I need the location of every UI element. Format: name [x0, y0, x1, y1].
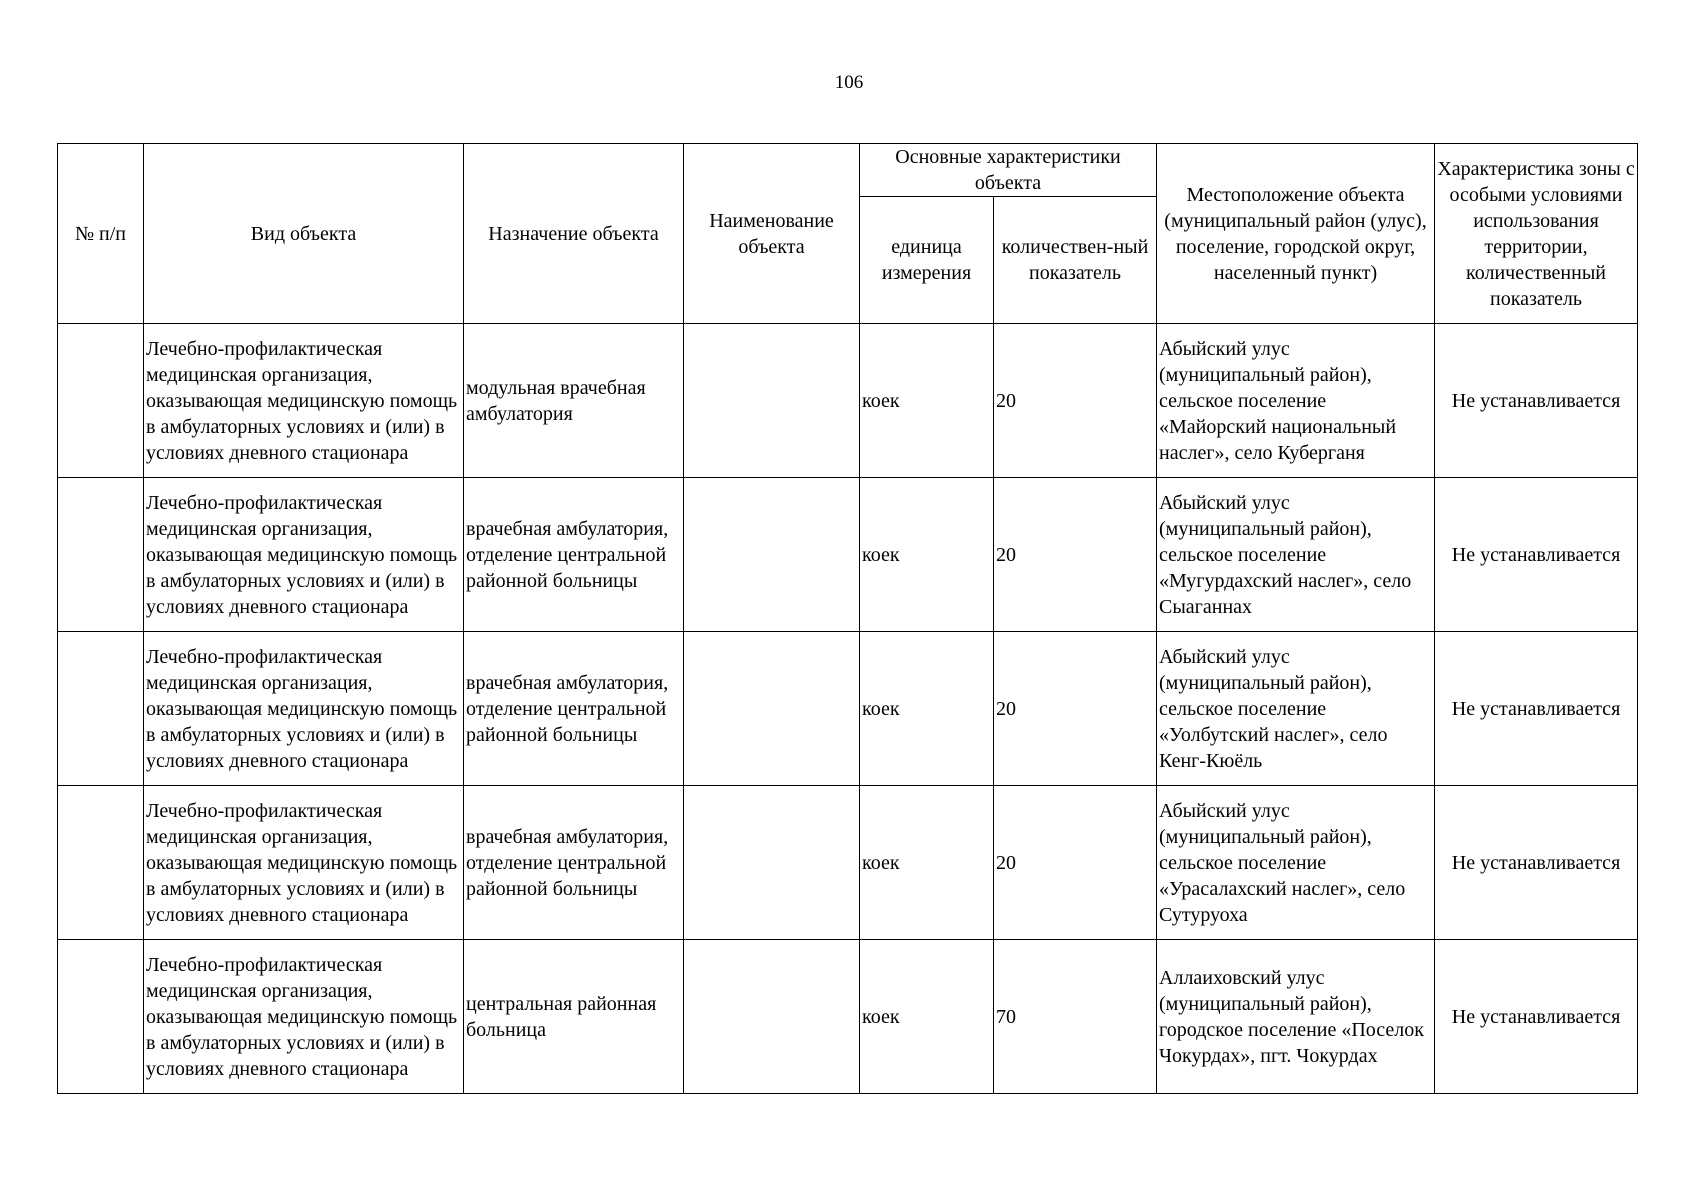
table-row: [58, 786, 1638, 940]
objects-table: [57, 143, 1638, 1094]
cell-unit: коек: [860, 940, 994, 1094]
cell-zone: Не устанавливается: [1435, 940, 1638, 1094]
page-number: 106: [834, 72, 864, 93]
cell-location: Абыйский улус (муниципальный район), сельское поселение «Мугурдахский наслег», село Сыаганнах: [1157, 478, 1435, 632]
cell-num: [58, 940, 144, 1094]
cell-purpose: врачебная амбулатория, отделение центральной районной больницы: [464, 478, 684, 632]
header-name: Наименование объекта: [684, 144, 860, 324]
header-main-characteristics: Основные характеристики объекта: [860, 144, 1157, 197]
cell-purpose: врачебная амбулатория, отделение центральной районной больницы: [464, 632, 684, 786]
cell-unit: коек: [860, 786, 994, 940]
cell-location: Абыйский улус (муниципальный район), сельское поселение «Урасалахский наслег», село Сутуруоха: [1157, 786, 1435, 940]
cell-kind: Лечебно-профилактическая медицинская организация, оказывающая медицинскую помощь в амбулаторных условиях и (или) в условиях дневного стационара: [144, 786, 464, 940]
cell-kind: Лечебно-профилактическая медицинская организация, оказывающая медицинскую помощь в амбулаторных условиях и (или) в условиях дневного стационара: [144, 324, 464, 478]
header-zone: Характеристика зоны с особыми условиями использования территории, количественный показатель: [1435, 144, 1638, 324]
cell-name: [684, 940, 860, 1094]
header-purpose: Назначение объекта: [464, 144, 684, 324]
header-row-1: [58, 144, 1638, 197]
cell-kind: Лечебно-профилактическая медицинская организация, оказывающая медицинскую помощь в амбулаторных условиях и (или) в условиях дневного стационара: [144, 478, 464, 632]
cell-kind: Лечебно-профилактическая медицинская организация, оказывающая медицинскую помощь в амбулаторных условиях и (или) в условиях дневного стационара: [144, 632, 464, 786]
cell-zone: Не устанавливается: [1435, 478, 1638, 632]
header-unit: единица измерения: [860, 197, 994, 324]
cell-num: [58, 478, 144, 632]
cell-name: [684, 632, 860, 786]
cell-purpose: центральная районная больница: [464, 940, 684, 1094]
cell-num: [58, 632, 144, 786]
table-body: [58, 324, 1638, 1094]
table-row: [58, 478, 1638, 632]
table-row: [58, 324, 1638, 478]
cell-quantity: 20: [994, 632, 1157, 786]
cell-location: Абыйский улус (муниципальный район), сельское поселение «Уолбутский наслег», село Кенг-Кюёль: [1157, 632, 1435, 786]
header-location: Местоположение объекта (муниципальный район (улус), поселение, городской округ, населенный пункт): [1157, 144, 1435, 324]
cell-purpose: модульная врачебная амбулатория: [464, 324, 684, 478]
cell-unit: коек: [860, 632, 994, 786]
cell-unit: коек: [860, 324, 994, 478]
cell-purpose: врачебная амбулатория, отделение центральной районной больницы: [464, 786, 684, 940]
cell-zone: Не устанавливается: [1435, 324, 1638, 478]
cell-unit: коек: [860, 478, 994, 632]
table-row: [58, 940, 1638, 1094]
cell-quantity: 70: [994, 940, 1157, 1094]
header-num: № п/п: [58, 144, 144, 324]
header-kind: Вид объекта: [144, 144, 464, 324]
cell-name: [684, 324, 860, 478]
cell-quantity: 20: [994, 478, 1157, 632]
cell-zone: Не устанавливается: [1435, 632, 1638, 786]
cell-kind: Лечебно-профилактическая медицинская организация, оказывающая медицинскую помощь в амбулаторных условиях и (или) в условиях дневного стационара: [144, 940, 464, 1094]
cell-num: [58, 786, 144, 940]
cell-quantity: 20: [994, 324, 1157, 478]
cell-name: [684, 478, 860, 632]
header-quantity: количествен-ный показатель: [994, 197, 1157, 324]
cell-location: Аллаиховский улус (муниципальный район), городское поселение «Поселок Чокурдах», пгт. Чокурдах: [1157, 940, 1435, 1094]
cell-quantity: 20: [994, 786, 1157, 940]
cell-num: [58, 324, 144, 478]
cell-zone: Не устанавливается: [1435, 786, 1638, 940]
table-row: [58, 632, 1638, 786]
cell-location: Абыйский улус (муниципальный район), сельское поселение «Майорский национальный наслег», село Куберганя: [1157, 324, 1435, 478]
cell-name: [684, 786, 860, 940]
